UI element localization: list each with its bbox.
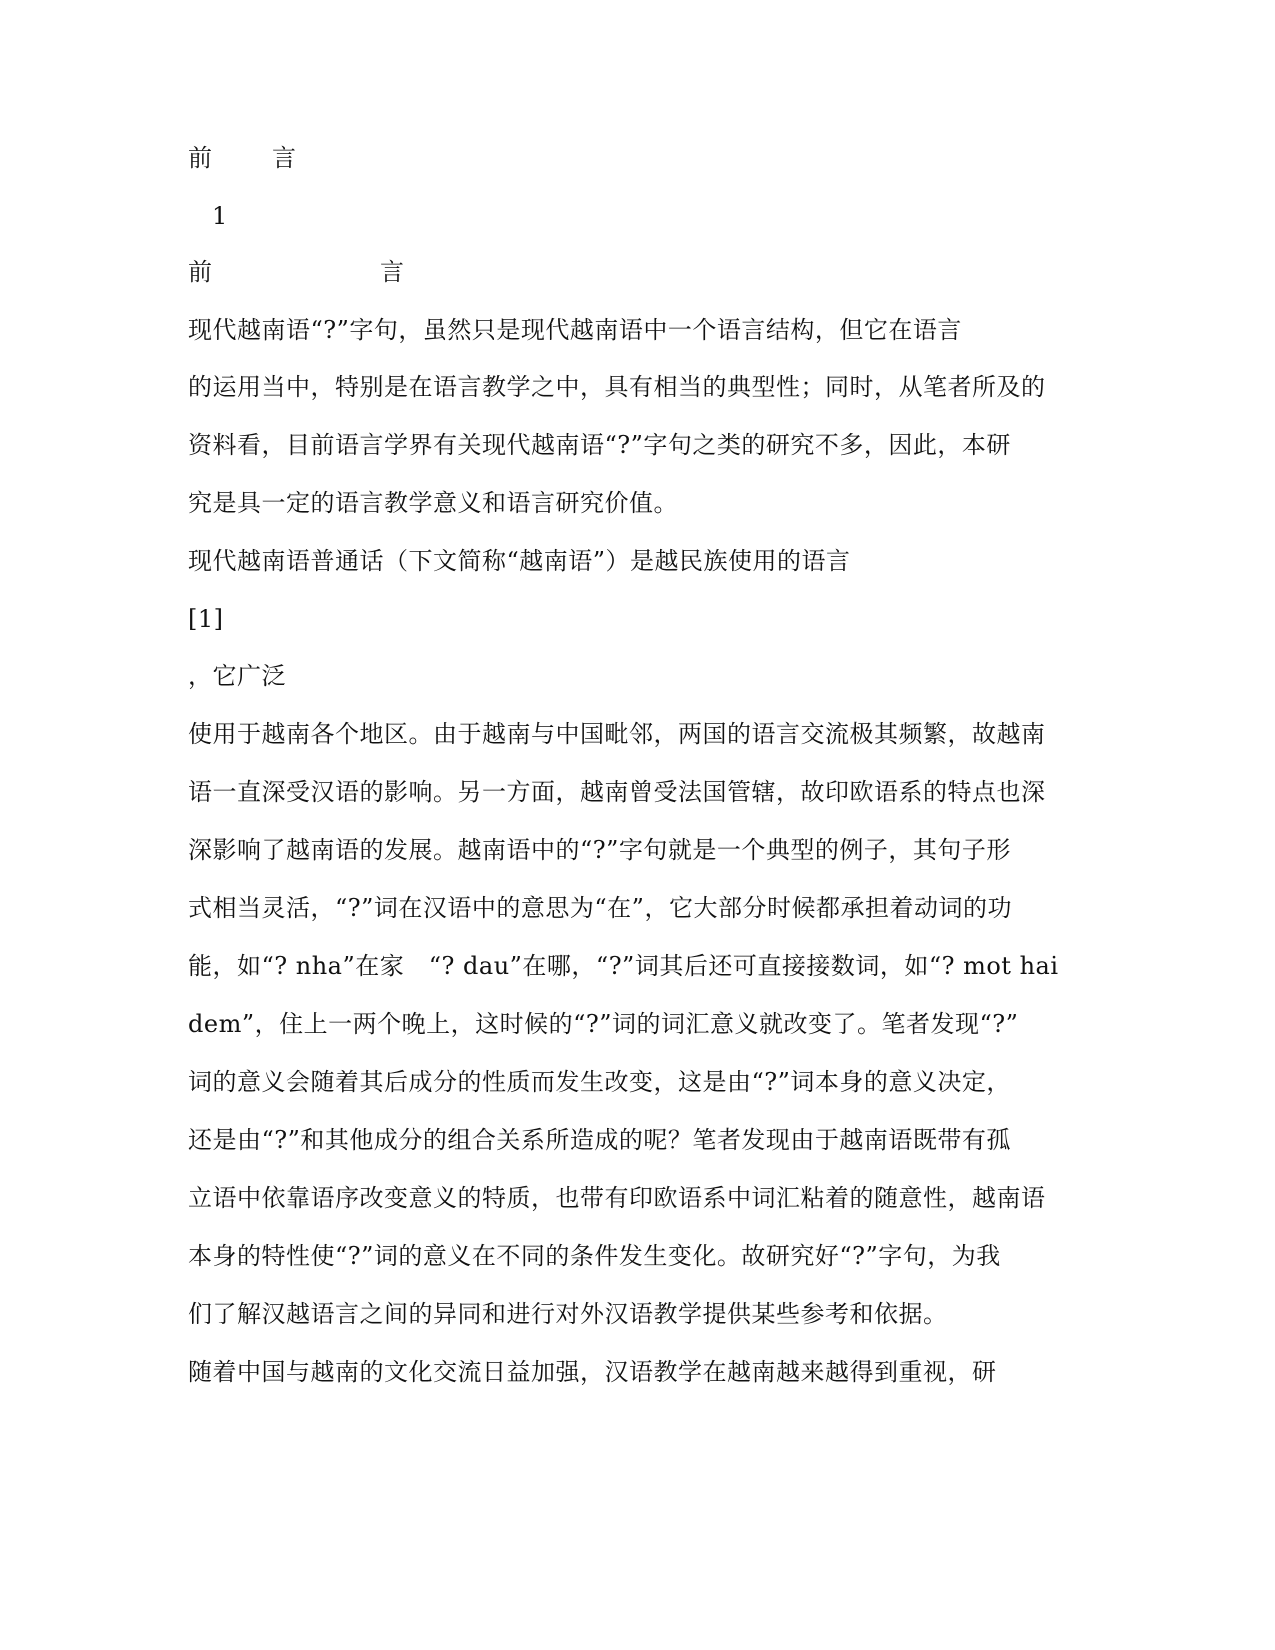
footnote-reference: [1] <box>188 605 224 633</box>
running-title: 前 言 <box>188 144 314 172</box>
paragraph-line: 本身的特性使“?”词的意义在不同的条件发生变化。故研究好“?”字句，为我 <box>188 1242 1001 1270</box>
paragraph-line: dem”，住上一两个晚上，这时候的“?”词的词汇意义就改变了。笔者发现“?” <box>188 1010 1019 1038</box>
paragraph-line: 现代越南语“?”字句，虽然只是现代越南语中一个语言结构，但它在语言 <box>188 316 962 344</box>
paragraph-line: 使用于越南各个地区。由于越南与中国毗邻，两国的语言交流极其频繁，故越南 <box>188 720 1046 748</box>
paragraph-line: 资料看，目前语言学界有关现代越南语“?”字句之类的研究不多，因此，本研 <box>188 431 1011 459</box>
paragraph-line: 式相当灵活，“?”词在汉语中的意思为“在”，它大部分时候都承担着动词的功 <box>188 894 1012 922</box>
section-title: 前 言 <box>188 258 444 286</box>
paragraph-line: ，它广泛 <box>188 662 286 690</box>
paragraph-line: 们了解汉越语言之间的异同和进行对外汉语教学提供某些参考和依据。 <box>188 1300 948 1328</box>
paragraph-line: 现代越南语普通话（下文简称“越南语”）是越民族使用的语言 <box>188 547 851 575</box>
paragraph-line: 立语中依靠语序改变意义的特质，也带有印欧语系中词汇粘着的随意性，越南语 <box>188 1184 1046 1212</box>
paragraph-line: 能，如“? nha”在家 “? dau”在哪，“?”词其后还可直接接数词，如“? mot hai <box>188 952 1059 980</box>
paragraph-line: 随着中国与越南的文化交流日益加强，汉语教学在越南越来越得到重视，研 <box>188 1358 997 1386</box>
page-number: 1 <box>212 202 228 230</box>
paragraph-line: 词的意义会随着其后成分的性质而发生改变，这是由“?”词本身的意义决定， <box>188 1068 1011 1096</box>
paragraph-line: 的运用当中，特别是在语言教学之中，具有相当的典型性；同时，从笔者所及的 <box>188 373 1046 401</box>
paragraph-line: 语一直深受汉语的影响。另一方面，越南曾受法国管辖，故印欧语系的特点也深 <box>188 778 1046 806</box>
paragraph-line: 深影响了越南语的发展。越南语中的“?”字句就是一个典型的例子，其句子形 <box>188 836 1011 864</box>
paragraph-line: 还是由“?”和其他成分的组合关系所造成的呢？笔者发现由于越南语既带有孤 <box>188 1126 1011 1154</box>
paragraph-line: 究是具一定的语言教学意义和语言研究价值。 <box>188 489 678 517</box>
